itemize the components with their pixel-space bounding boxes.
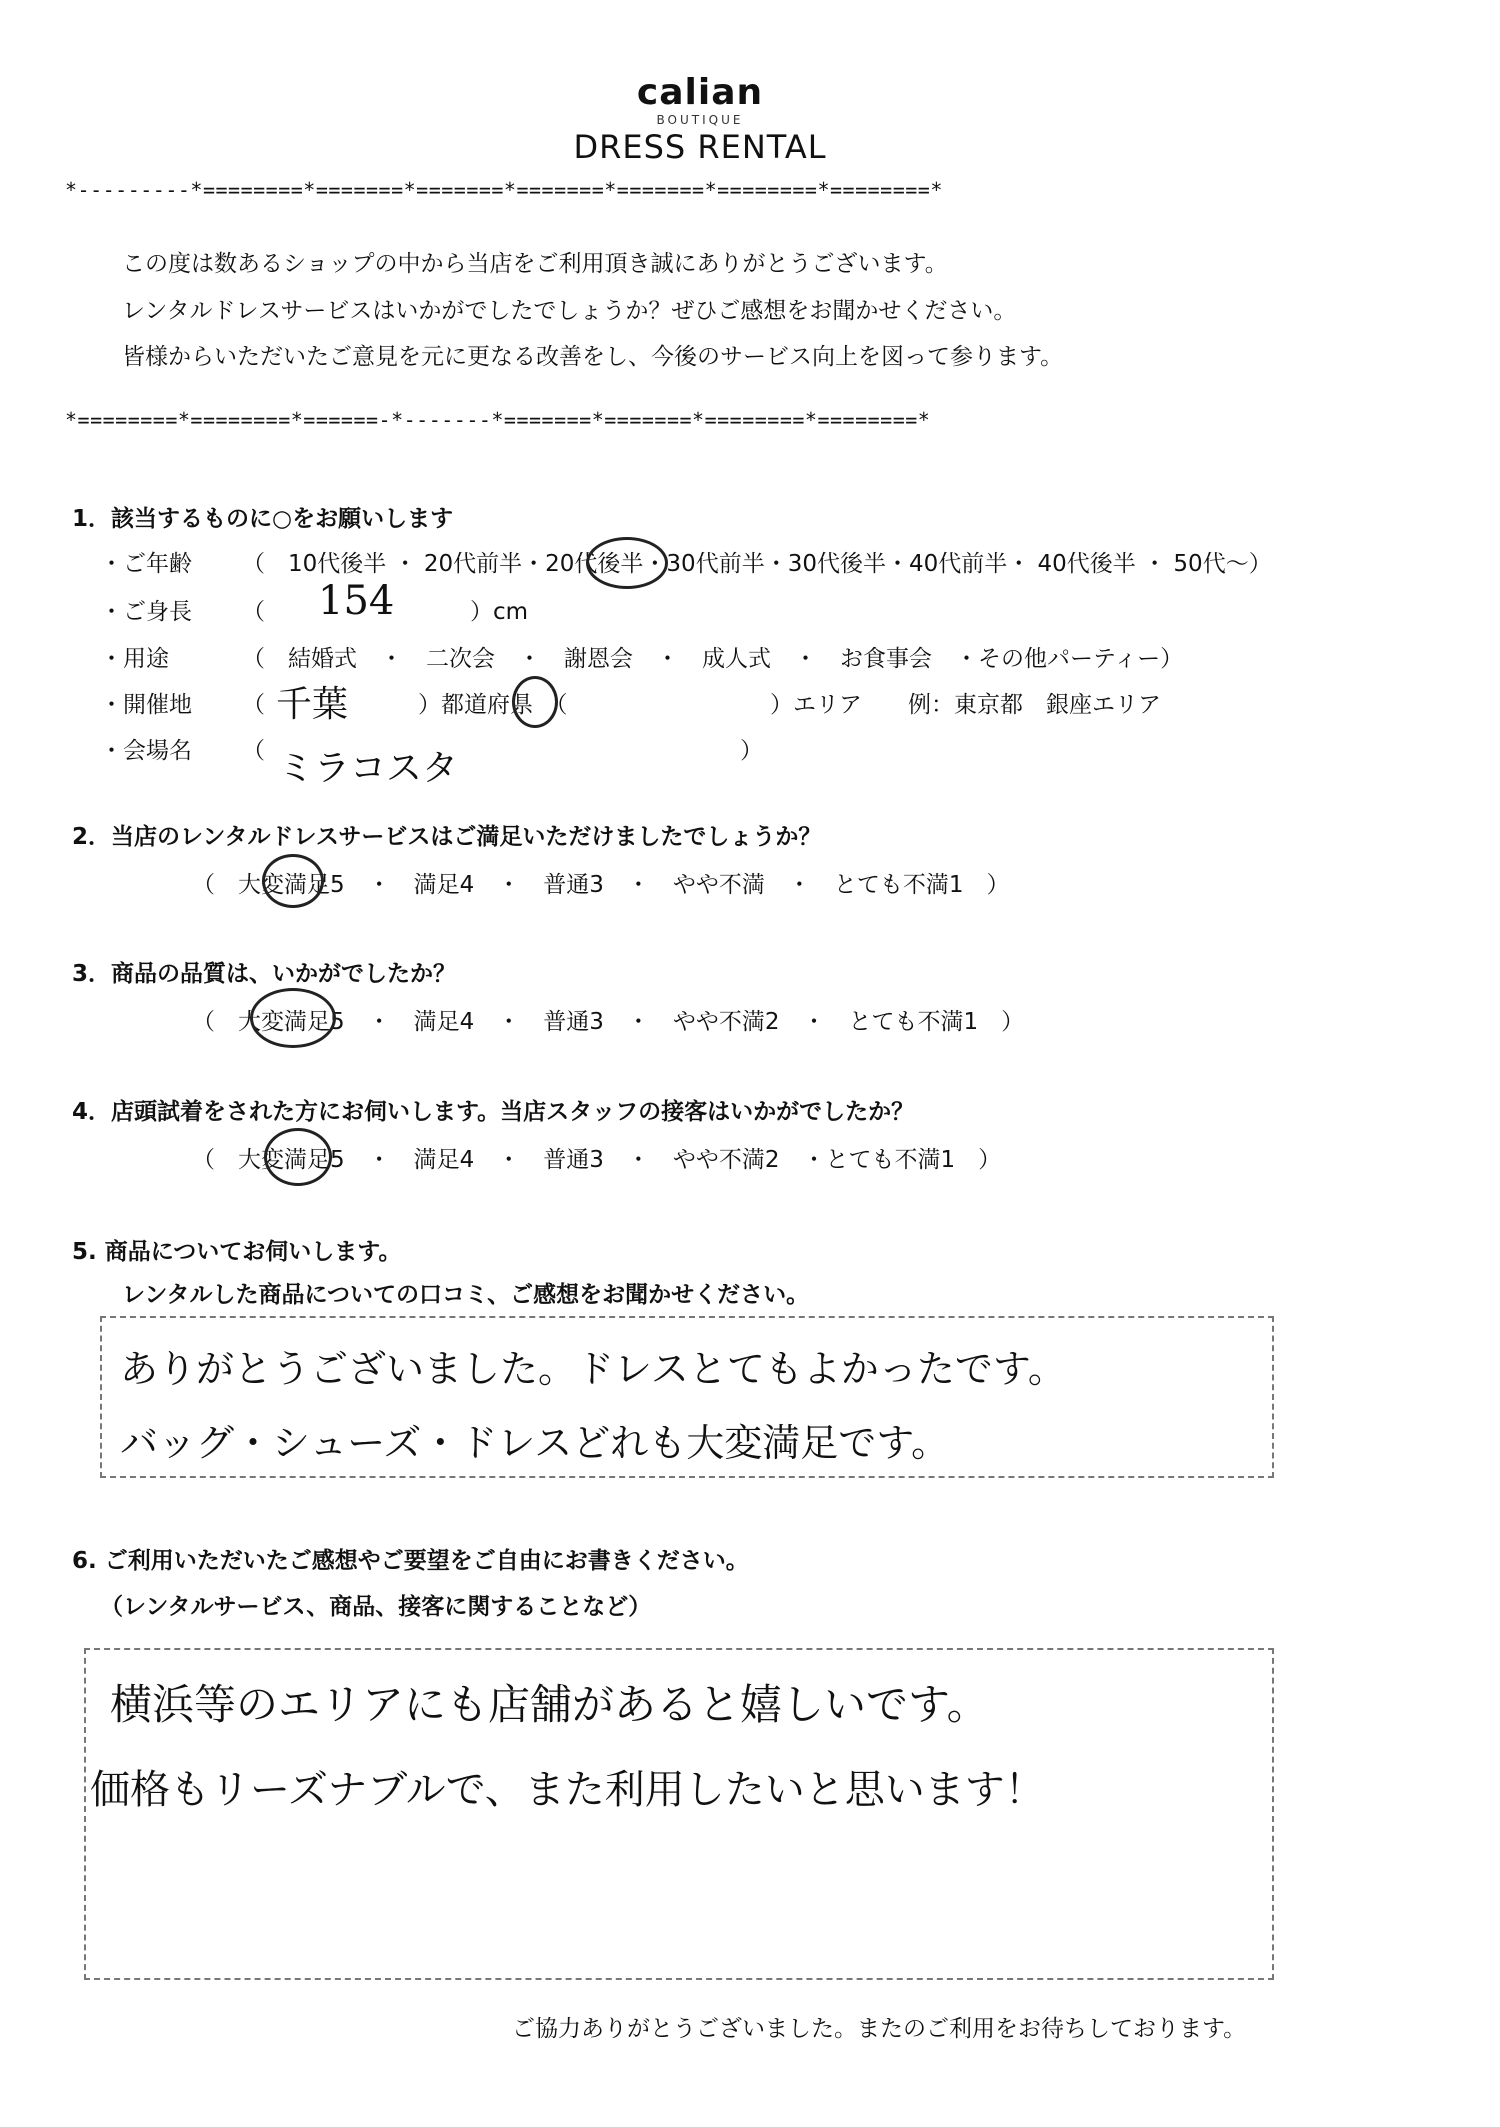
height-open-paren: （ bbox=[242, 599, 265, 625]
area-suffix: ）エリア 例：東京都 銀座エリア bbox=[770, 692, 1161, 718]
venue-close-paren: ） bbox=[740, 738, 763, 764]
question-3-title: 3．商品の品質は、いかがでしたか？ bbox=[72, 961, 457, 987]
q3-selection-circle bbox=[250, 988, 336, 1048]
height-label: ・ご身長 bbox=[100, 599, 192, 625]
venue-label: ・会場名 bbox=[100, 738, 192, 764]
height-value: 154 bbox=[318, 578, 395, 624]
question-4-title: 4．店頭試着をされた方にお伺いします。当店スタッフの接客はいかがでしたか？ bbox=[72, 1099, 915, 1125]
intro-line-1: この度は数あるショップの中から当店をご利用頂き誠にありがとうございます。 bbox=[122, 251, 948, 277]
question-6-title: 6. ご利用いただいたご感想やご要望をご自由にお書きください。 bbox=[72, 1548, 749, 1574]
question-6-subtitle: （レンタルサービス、商品、接客に関することなど） bbox=[100, 1594, 652, 1620]
question-1-title: 1．該当するものに○をお願いします bbox=[72, 506, 454, 532]
venue-area-open-paren: （ bbox=[242, 692, 265, 718]
q5-answer-line-2: バッグ・シューズ・ドレスどれも大変満足です。 bbox=[120, 1421, 950, 1465]
question-5-title: 5. 商品についてお伺いします。 bbox=[72, 1239, 402, 1265]
height-unit: ）cm bbox=[470, 599, 529, 625]
footer-thanks: ご協力ありがとうございました。またのご利用をお待ちしております。 bbox=[512, 2016, 1247, 2042]
venue-value: ミラコスタ bbox=[278, 748, 459, 789]
question-2-options: （ 大変満足5 ・ 満足4 ・ 普通3 ・ やや不満 ・ とても不満1 ） bbox=[192, 872, 1010, 898]
brand-sub: BOUTIQUE bbox=[656, 113, 744, 127]
venue-open-paren: （ bbox=[242, 738, 265, 764]
q6-answer-line-1: 横浜等のエリアにも店舗があると嬉しいです。 bbox=[110, 1680, 989, 1729]
divider-top: *---------*========*=======*=======*=======*=======*========*========* bbox=[65, 178, 943, 202]
venue-area-label: ・開催地 bbox=[100, 692, 192, 718]
question-4-options: （ 大変満足5 ・ 満足4 ・ 普通3 ・ やや不満2 ・とても不満1 ） bbox=[192, 1147, 1002, 1173]
divider-bottom: *========*========*======-*-------*=======*=======*========*========* bbox=[65, 408, 931, 432]
question-2-title: 2．当店のレンタルドレスサービスはご満足いただけましたでしょうか？ bbox=[72, 824, 822, 850]
age-options: （ 10代後半 ・ 20代前半・20代後半・30代前半・30代後半・40代前半・ 40代後半 ・ 50代～） bbox=[242, 551, 1272, 577]
page-title: DRESS RENTAL bbox=[573, 128, 827, 166]
age-label: ・ご年齢 bbox=[100, 551, 192, 577]
question-5-subtitle: レンタルした商品についての口コミ、ご感想をお聞かせください。 bbox=[122, 1282, 810, 1308]
q6-answer-line-2: 価格もリーズナブルで、また利用したいと思います！ bbox=[90, 1767, 1045, 1813]
use-label: ・用途 bbox=[100, 646, 169, 672]
q5-answer-line-1: ありがとうございました。ドレスとてもよかったです。 bbox=[120, 1347, 1066, 1391]
brand-logo: calian bbox=[636, 72, 764, 113]
intro-line-3: 皆様からいただいたご意見を元に更なる改善をし、今後のサービス向上を図って参ります。 bbox=[122, 344, 1064, 370]
question-3-options: （ 大変満足5 ・ 満足4 ・ 普通3 ・ やや不満2 ・ とても不満1 ） bbox=[192, 1009, 1025, 1035]
intro-line-2: レンタルドレスサービスはいかがでしたでしょうか？ぜひご感想をお聞かせください。 bbox=[122, 298, 1017, 324]
prefecture-selection-circle bbox=[512, 676, 558, 728]
q4-selection-circle bbox=[264, 1128, 332, 1186]
q2-selection-circle bbox=[262, 854, 324, 908]
age-selection-circle bbox=[586, 537, 668, 589]
prefecture-suffix: ）都道府県 （ bbox=[418, 692, 568, 718]
prefecture-value: 千葉 bbox=[276, 684, 349, 725]
use-options: （ 結婚式 ・ 二次会 ・ 謝恩会 ・ 成人式 ・ お食事会 ・その他パーティー） bbox=[242, 646, 1184, 672]
